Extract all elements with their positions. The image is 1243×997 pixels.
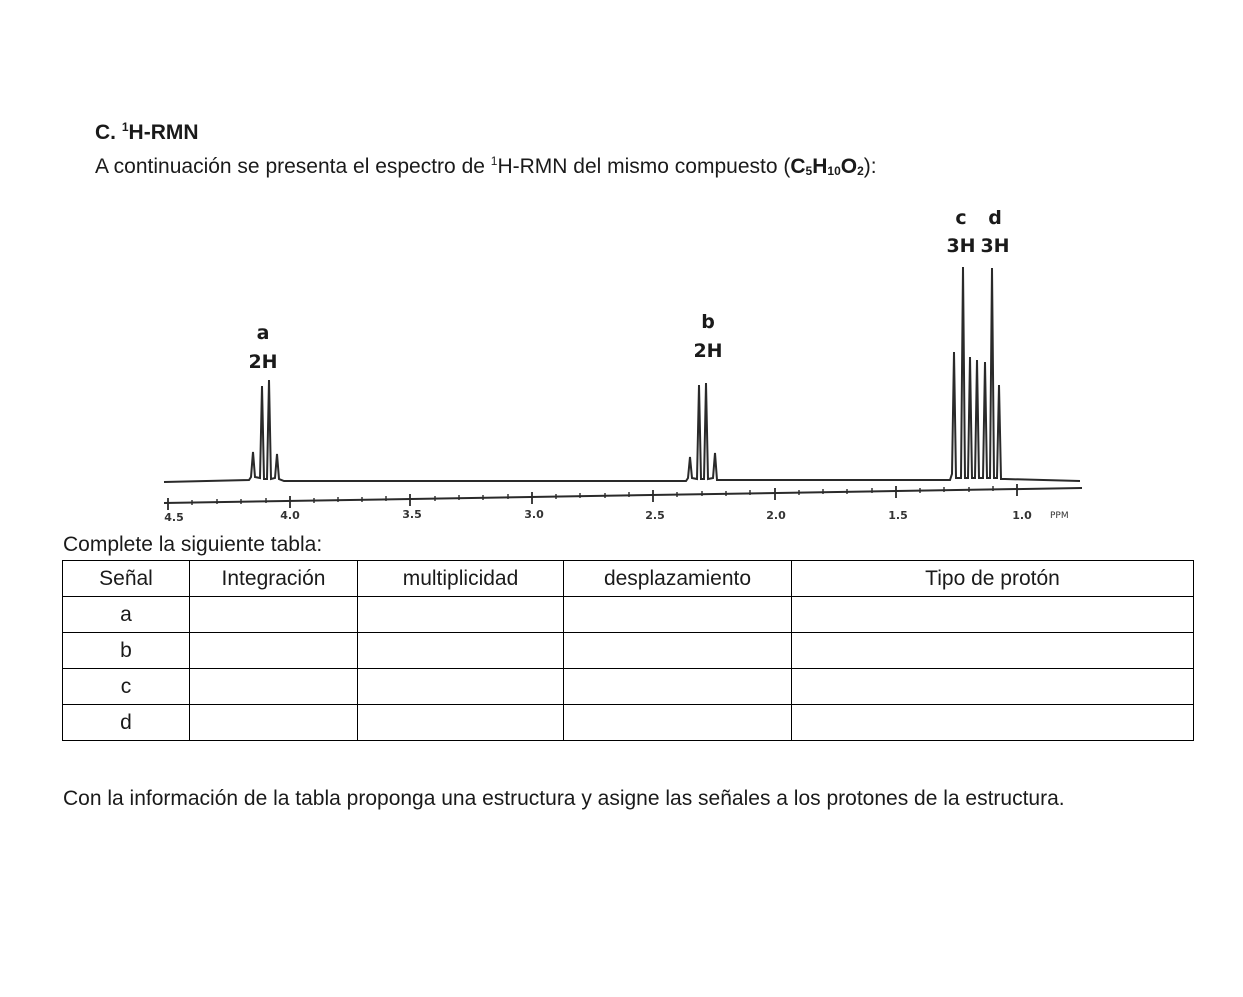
signal-letter-d: d: [988, 207, 1002, 229]
signal-integration-d: 3H: [980, 235, 1010, 257]
signal-integration-a: 2H: [248, 351, 278, 373]
axis-tick-label: 4.5: [164, 511, 184, 524]
axis-tick-label: 2.0: [766, 509, 786, 522]
section-name: H-RMN: [128, 121, 199, 144]
cell-tipo-proton[interactable]: [792, 597, 1194, 633]
section-heading: [95, 120, 199, 145]
cell-tipo-proton[interactable]: [792, 669, 1194, 705]
intro-after: H-RMN del mismo compuesto (: [497, 155, 791, 178]
header-integracion: Integración: [190, 561, 358, 597]
cell-senal: a: [63, 597, 190, 633]
signal-letter-b: b: [701, 311, 715, 333]
axis-tick-label: 2.5: [645, 509, 665, 522]
header-desplazamiento: desplazamiento: [564, 561, 792, 597]
molecular-formula: [790, 155, 863, 178]
table-caption: Complete la siguiente tabla:: [63, 533, 323, 556]
cell-senal: b: [63, 633, 190, 669]
table-row: [63, 669, 1194, 705]
intro-superscript: 1: [490, 154, 498, 168]
cell-desplazamiento[interactable]: [564, 633, 792, 669]
cell-multiplicidad[interactable]: [358, 669, 564, 705]
header-tipo-proton: Tipo de protón: [792, 561, 1194, 597]
cell-multiplicidad[interactable]: [358, 705, 564, 741]
cell-tipo-proton[interactable]: [792, 633, 1194, 669]
cell-multiplicidad[interactable]: [358, 633, 564, 669]
closing-instructions: Con la información de la tabla proponga una estructura y asigne las señales a los protones de la estructura.: [63, 787, 1065, 810]
axis-tick-label: 4.0: [280, 509, 300, 522]
formula-h-count: 10: [827, 164, 841, 178]
cell-integracion[interactable]: [190, 705, 358, 741]
cell-integracion[interactable]: [190, 597, 358, 633]
axis-tick-label: 1.0: [1012, 509, 1032, 522]
spectrum-trace: [164, 267, 1080, 482]
cell-tipo-proton[interactable]: [792, 705, 1194, 741]
cell-integracion[interactable]: [190, 669, 358, 705]
formula-c-count: 5: [805, 164, 813, 178]
nmr-spectrum: [150, 200, 1090, 530]
axis-tick-label: 3.5: [402, 508, 422, 521]
table-header-row: [63, 561, 1194, 597]
cell-senal: c: [63, 669, 190, 705]
section-superscript: 1: [121, 120, 129, 134]
cell-desplazamiento[interactable]: [564, 669, 792, 705]
cell-integracion[interactable]: [190, 633, 358, 669]
nmr-table: [62, 560, 1194, 741]
header-multiplicidad: multiplicidad: [358, 561, 564, 597]
intro-before: A continuación se presenta el espectro de: [95, 155, 491, 178]
signal-integration-b: 2H: [693, 340, 723, 362]
axis-tick-label: 3.0: [524, 508, 544, 521]
axis-unit-label: PPM: [1050, 511, 1069, 521]
formula-c: C: [790, 155, 806, 178]
table-row: [63, 597, 1194, 633]
table-row: [63, 705, 1194, 741]
axis-tick-label: 1.5: [888, 509, 908, 522]
intro-text: [95, 154, 877, 179]
cell-senal: d: [63, 705, 190, 741]
signal-letter-c: c: [955, 207, 967, 229]
signal-letter-a: a: [256, 322, 270, 344]
cell-desplazamiento[interactable]: [564, 597, 792, 633]
header-senal: Señal: [63, 561, 190, 597]
signal-integration-c: 3H: [946, 235, 976, 257]
section-letter: C.: [95, 121, 122, 144]
cell-multiplicidad[interactable]: [358, 597, 564, 633]
cell-desplazamiento[interactable]: [564, 705, 792, 741]
formula-h: H: [812, 155, 828, 178]
table-row: [63, 633, 1194, 669]
formula-o: O: [840, 155, 858, 178]
intro-end: ):: [863, 155, 877, 178]
formula-o-count: 2: [857, 164, 864, 178]
